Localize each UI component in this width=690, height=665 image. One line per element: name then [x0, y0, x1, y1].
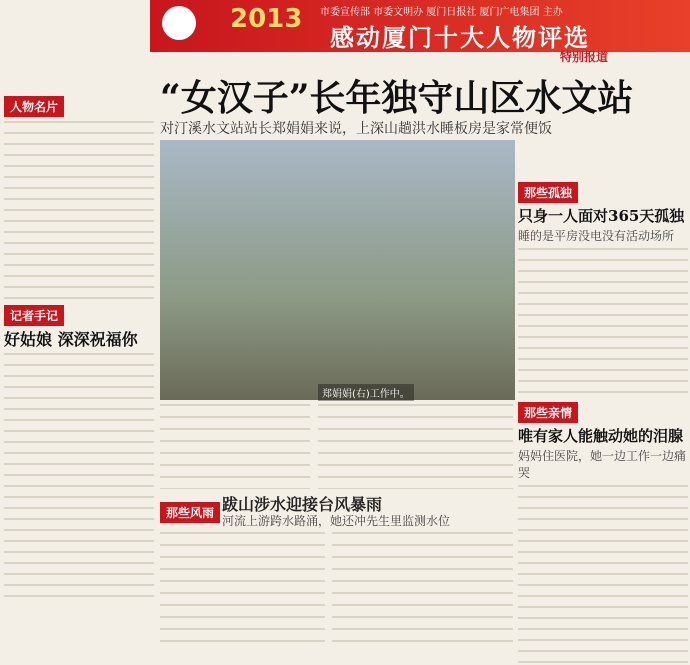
- banner-sponsors: 市委宣传部 市委文明办 厦门日报社 厦门广电集团 主办: [320, 7, 563, 18]
- kin-subtitle: 妈妈住医院，她一边工作一边痛哭: [518, 449, 687, 480]
- section-subtitle: 河流上游跨水路涌，她还冲先生里监测水位: [222, 514, 451, 528]
- profile-text-placeholder: [4, 121, 154, 301]
- notes-tag: 记者手记: [4, 305, 64, 326]
- kin-text-placeholder: [518, 485, 688, 665]
- body-text-placeholder-4: [332, 532, 513, 650]
- right-column: [518, 178, 688, 665]
- article-subhead: 对汀溪水文站站长郑娟娟来说，上深山趟洪水睡板房是家常便饭: [160, 121, 552, 137]
- lonely-text-placeholder: [518, 248, 688, 398]
- bank-logo-icon: [162, 6, 196, 40]
- lonely-subtitle: 睡的是平房没电没有活动场所: [518, 229, 675, 243]
- body-text-placeholder-1: [160, 404, 310, 489]
- notes-title: 好姑娘 深深祝福你: [4, 330, 138, 349]
- body-text-placeholder-2: [318, 404, 513, 489]
- body-text-placeholder-3: [160, 532, 325, 650]
- lonely-title: 只身一人面对365天孤独: [518, 207, 685, 225]
- section-title: 跋山涉水迎接台风暴雨: [222, 495, 383, 514]
- notes-text-placeholder: [4, 353, 154, 603]
- kin-title: 唯有家人能触动她的泪腺: [518, 427, 684, 445]
- left-column: [4, 92, 154, 603]
- special-label: 特别报道: [560, 50, 609, 64]
- header-banner: [150, 0, 690, 52]
- banner-year: 2013: [230, 4, 303, 34]
- banner-title: 感动厦门十大人物评选: [330, 23, 590, 52]
- section-tag: 那些风雨: [160, 502, 220, 523]
- kin-tag: 那些亲情: [518, 402, 578, 423]
- photo-caption: 郑娟娟(右)工作中。: [318, 384, 414, 401]
- profile-tag: 人物名片: [4, 96, 64, 117]
- article-photo: [160, 140, 515, 400]
- lonely-tag: 那些孤独: [518, 182, 578, 203]
- article-headline: “女汉子”长年独守山区水文站: [160, 77, 634, 119]
